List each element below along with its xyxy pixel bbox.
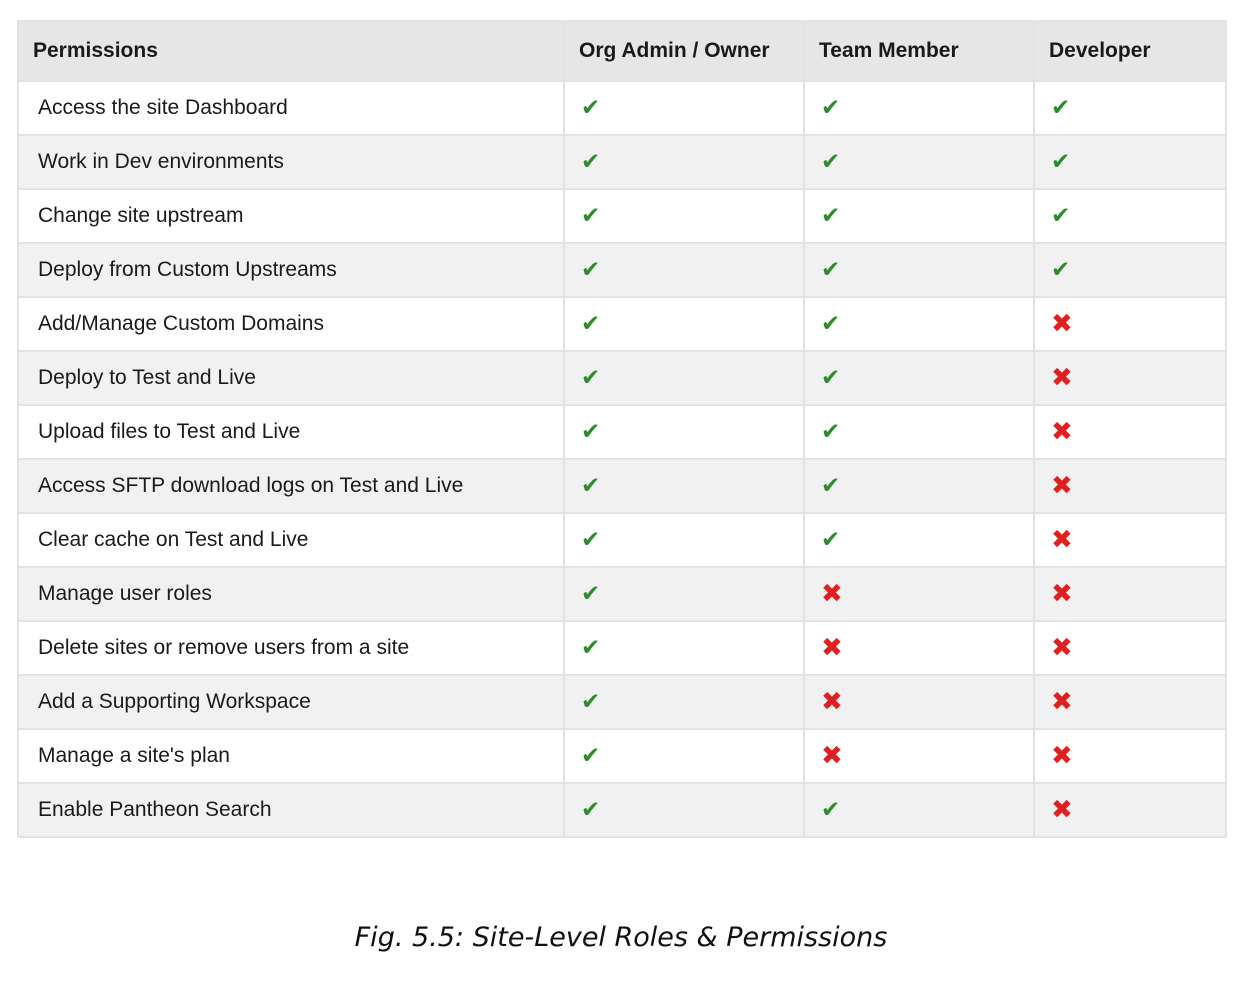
permission-label: Deploy to Test and Live: [18, 351, 564, 405]
check-icon: ✔: [821, 365, 841, 391]
cell-developer: [1034, 189, 1226, 243]
cell-team-member: [804, 783, 1034, 837]
check-icon: ✔: [821, 797, 841, 823]
check-icon: ✔: [581, 689, 601, 715]
cell-team-member: [804, 567, 1034, 621]
permission-label: Enable Pantheon Search: [18, 783, 564, 837]
permission-label: Add a Supporting Workspace: [18, 675, 564, 729]
cell-team-member: [804, 729, 1034, 783]
cross-icon: ✖: [821, 687, 843, 717]
check-icon: ✔: [581, 257, 601, 283]
cell-team-member: [804, 513, 1034, 567]
cell-org-admin-owner: [564, 729, 804, 783]
cell-developer: [1034, 621, 1226, 675]
permission-label: Change site upstream: [18, 189, 564, 243]
permissions-table-container: [17, 20, 1225, 838]
cell-org-admin-owner: [564, 459, 804, 513]
check-icon: ✔: [821, 95, 841, 121]
cell-org-admin-owner: [564, 783, 804, 837]
check-icon: ✔: [581, 419, 601, 445]
check-icon: ✔: [581, 473, 601, 499]
header-org-admin-owner: Org Admin / Owner: [564, 21, 804, 81]
cell-team-member: [804, 81, 1034, 135]
permission-label: Manage user roles: [18, 567, 564, 621]
cell-team-member: [804, 405, 1034, 459]
cell-org-admin-owner: [564, 243, 804, 297]
table-row: [18, 567, 1226, 621]
table-row: [18, 297, 1226, 351]
cell-team-member: [804, 675, 1034, 729]
check-icon: ✔: [581, 635, 601, 661]
table-row: [18, 81, 1226, 135]
figure-caption: Fig. 5.5: Site-Level Roles & Permissions: [354, 922, 888, 953]
check-icon: ✔: [821, 203, 841, 229]
cross-icon: ✖: [1051, 741, 1073, 771]
cell-team-member: [804, 621, 1034, 675]
table-row: [18, 513, 1226, 567]
check-icon: ✔: [821, 257, 841, 283]
check-icon: ✔: [581, 149, 601, 175]
check-icon: ✔: [581, 743, 601, 769]
cross-icon: ✖: [1051, 795, 1073, 825]
cell-org-admin-owner: [564, 351, 804, 405]
header-developer: Developer: [1034, 21, 1226, 81]
cell-org-admin-owner: [564, 135, 804, 189]
permission-label: Access the site Dashboard: [18, 81, 564, 135]
cell-developer: [1034, 297, 1226, 351]
check-icon: ✔: [581, 527, 601, 553]
permission-label: Manage a site's plan: [18, 729, 564, 783]
check-icon: ✔: [821, 527, 841, 553]
cell-developer: [1034, 513, 1226, 567]
header-team-member: Team Member: [804, 21, 1034, 81]
cell-team-member: [804, 297, 1034, 351]
cell-team-member: [804, 243, 1034, 297]
cell-org-admin-owner: [564, 297, 804, 351]
check-icon: ✔: [1051, 257, 1071, 283]
table-row: [18, 135, 1226, 189]
permission-label: Deploy from Custom Upstreams: [18, 243, 564, 297]
cell-developer: [1034, 351, 1226, 405]
cross-icon: ✖: [1051, 417, 1073, 447]
permission-label: Upload files to Test and Live: [18, 405, 564, 459]
check-icon: ✔: [821, 473, 841, 499]
cell-developer: [1034, 81, 1226, 135]
check-icon: ✔: [821, 149, 841, 175]
cross-icon: ✖: [1051, 471, 1073, 501]
cross-icon: ✖: [821, 579, 843, 609]
header-row: [18, 21, 1226, 81]
check-icon: ✔: [581, 581, 601, 607]
cell-developer: [1034, 459, 1226, 513]
cell-org-admin-owner: [564, 81, 804, 135]
check-icon: ✔: [821, 311, 841, 337]
cross-icon: ✖: [1051, 633, 1073, 663]
table-body: [18, 81, 1226, 837]
table-row: [18, 459, 1226, 513]
cell-team-member: [804, 351, 1034, 405]
table-row: [18, 621, 1226, 675]
cross-icon: ✖: [821, 633, 843, 663]
cell-team-member: [804, 459, 1034, 513]
cross-icon: ✖: [1051, 579, 1073, 609]
check-icon: ✔: [1051, 149, 1071, 175]
cell-org-admin-owner: [564, 621, 804, 675]
cell-org-admin-owner: [564, 189, 804, 243]
permission-label: Delete sites or remove users from a site: [18, 621, 564, 675]
cell-developer: [1034, 675, 1226, 729]
permission-label: Clear cache on Test and Live: [18, 513, 564, 567]
permissions-table: [17, 20, 1227, 838]
check-icon: ✔: [1051, 203, 1071, 229]
permission-label: Work in Dev environments: [18, 135, 564, 189]
cell-org-admin-owner: [564, 513, 804, 567]
table-row: [18, 189, 1226, 243]
cell-org-admin-owner: [564, 405, 804, 459]
cross-icon: ✖: [1051, 687, 1073, 717]
cross-icon: ✖: [1051, 309, 1073, 339]
check-icon: ✔: [1051, 95, 1071, 121]
cell-developer: [1034, 243, 1226, 297]
header-permissions: Permissions: [18, 21, 564, 81]
check-icon: ✔: [581, 95, 601, 121]
check-icon: ✔: [581, 311, 601, 337]
cell-developer: [1034, 783, 1226, 837]
cell-org-admin-owner: [564, 675, 804, 729]
cell-org-admin-owner: [564, 567, 804, 621]
check-icon: ✔: [821, 419, 841, 445]
permission-label: Add/Manage Custom Domains: [18, 297, 564, 351]
cross-icon: ✖: [1051, 525, 1073, 555]
check-icon: ✔: [581, 797, 601, 823]
table-row: [18, 351, 1226, 405]
table-row: [18, 405, 1226, 459]
check-icon: ✔: [581, 203, 601, 229]
cell-team-member: [804, 189, 1034, 243]
cell-developer: [1034, 405, 1226, 459]
cell-developer: [1034, 135, 1226, 189]
table-row: [18, 675, 1226, 729]
cell-developer: [1034, 567, 1226, 621]
cross-icon: ✖: [821, 741, 843, 771]
cell-team-member: [804, 135, 1034, 189]
check-icon: ✔: [581, 365, 601, 391]
cross-icon: ✖: [1051, 363, 1073, 393]
table-row: [18, 783, 1226, 837]
permission-label: Access SFTP download logs on Test and Live: [18, 459, 564, 513]
table-header: [18, 21, 1226, 81]
cell-developer: [1034, 729, 1226, 783]
table-row: [18, 243, 1226, 297]
table-row: [18, 729, 1226, 783]
